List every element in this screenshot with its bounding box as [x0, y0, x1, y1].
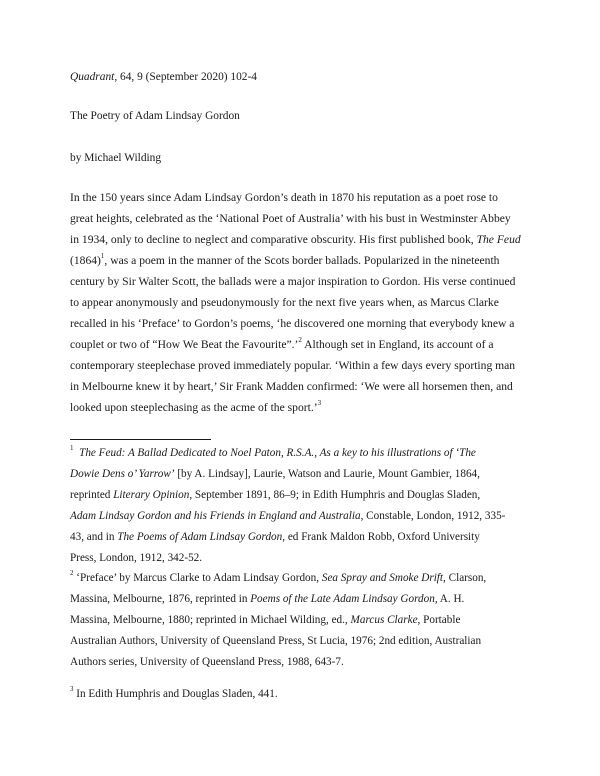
footnote-1-line	[70, 530, 480, 545]
footnote-2-line	[70, 592, 464, 607]
body-text: (1864)	[70, 254, 101, 267]
footnote-text: In Edith Humphris and Douglas Sladen, 441.	[73, 688, 278, 700]
footnote-1-line	[70, 488, 480, 503]
footnote-text: Adam Lindsay Gordon and his Friends in England and Australia	[70, 510, 361, 522]
footnote-separator	[70, 439, 211, 440]
footnote-text: Marcus Clarke	[350, 614, 418, 626]
footnote-1-line: Press, London, 1912, 342-52.	[70, 552, 203, 564]
footnote-ref[interactable]: 1	[100, 252, 105, 261]
body-line: to appear anonymously and pseudonymously for the next five years when, as Marcus Clarke	[70, 296, 499, 309]
body-text: , was a poem in the manner of the Scots border ballads. Popularized in the nineteenth	[104, 254, 500, 267]
footnote-2-line: Australian Authors, University of Queensland Press, St Lucia, 1976; 2nd edition, Australian	[70, 635, 482, 647]
footnote-text: Literary Opinion	[113, 489, 190, 501]
footnote-text: The Feud: A Ballad Dedicated to Noel Paton, R.S.A., As a key to his illustrations of ‘The	[79, 447, 476, 459]
article-title: The Poetry of Adam Lindsay Gordon	[70, 110, 240, 122]
footnote-text: ‘Preface’ by Marcus Clarke to Adam Lindsay Gordon,	[73, 572, 322, 584]
footnote-text: , Clarson,	[443, 572, 487, 584]
footnote-text: The Poems of Adam Lindsay Gordon	[117, 531, 283, 543]
footnote-text: Dowie Dens o’ Yarrow’	[70, 468, 175, 480]
footnote-text: Massina, Melbourne, 1880; reprinted in Michael Wilding, ed.,	[70, 614, 351, 626]
body-line	[70, 253, 499, 268]
footnote-2-line: Authors series, University of Queensland Press, 1988, 643-7.	[70, 656, 344, 668]
footnote-text: , ed Frank Maldon Robb, Oxford University	[282, 531, 480, 543]
body-line: recalled in his ‘Preface’ to Gordon’s poems, ‘he discovered one morning that everybody knew a	[70, 317, 515, 330]
footnote-text: Sea Spray and Smoke Drift	[321, 572, 444, 584]
footnote-text: , September 1891, 86–9; in Edith Humphris and Douglas Sladen,	[189, 489, 481, 501]
body-text: Although set in England, its account of a	[301, 338, 494, 351]
book-title: The Feud	[476, 233, 521, 246]
footnote-ref[interactable]: 2	[298, 336, 302, 345]
footnote-text: , Constable, London, 1912, 335-	[360, 510, 506, 522]
footnote-3-line	[70, 687, 278, 702]
footnote-1-line	[70, 509, 505, 524]
footnote-text: reprinted	[70, 489, 114, 501]
footnote-text: 43, and in	[70, 531, 118, 543]
byline: by Michael Wilding	[70, 152, 162, 164]
body-text: looked upon steeplechasing as the acme of the sport.’	[70, 401, 318, 414]
body-line	[70, 400, 321, 415]
footnote-text: [by A. Lindsay], Laurie, Watson and Laurie, Mount Gambier, 1864,	[174, 468, 480, 480]
footnote-text: Massina, Melbourne, 1876, reprinted in	[70, 593, 251, 605]
body-line: great heights, celebrated as the ‘National Poet of Australia’ with his bust in Westminster Abbey	[70, 212, 511, 225]
footnote-number: 2	[70, 569, 74, 578]
footnote-text: , A. H.	[434, 593, 465, 605]
body-line	[70, 232, 521, 247]
citation-details: , 64, 9 (September 2020) 102-4	[114, 71, 257, 83]
footnote-number: 3	[70, 685, 74, 694]
footnote-1-line	[70, 467, 480, 482]
footnote-ref[interactable]: 3	[317, 399, 322, 408]
footnote-1-line	[70, 446, 476, 461]
body-text: couplet or two of “How We Beat the Favourite”.’	[70, 338, 299, 351]
body-line: contemporary steeplechase proved immediately popular. ‘Within a few days every sporting man	[70, 359, 516, 372]
body-text: in 1934, only to decline to neglect and comparative obscurity. His first published book,	[70, 233, 477, 246]
citation-line	[70, 70, 257, 85]
footnote-2-line	[70, 571, 486, 586]
body-line: century by Sir Walter Scott, the ballads were a major inspiration to Gordon. His verse continued	[70, 275, 516, 288]
body-line	[70, 337, 494, 352]
body-line: In the 150 years since Adam Lindsay Gordon’s death in 1870 his reputation as a poet rose to	[70, 191, 498, 204]
footnote-number: 1	[70, 444, 74, 453]
body-line: in Melbourne knew it by heart,’ Sir Frank Madden confirmed: ‘We were all horsemen then, and	[70, 380, 513, 393]
footnote-text: , Portable	[417, 614, 461, 626]
footnote-text: Poems of the Late Adam Lindsay Gordon	[250, 593, 435, 605]
footnote-2-line	[70, 613, 460, 628]
journal-name: Quadrant	[70, 71, 115, 83]
